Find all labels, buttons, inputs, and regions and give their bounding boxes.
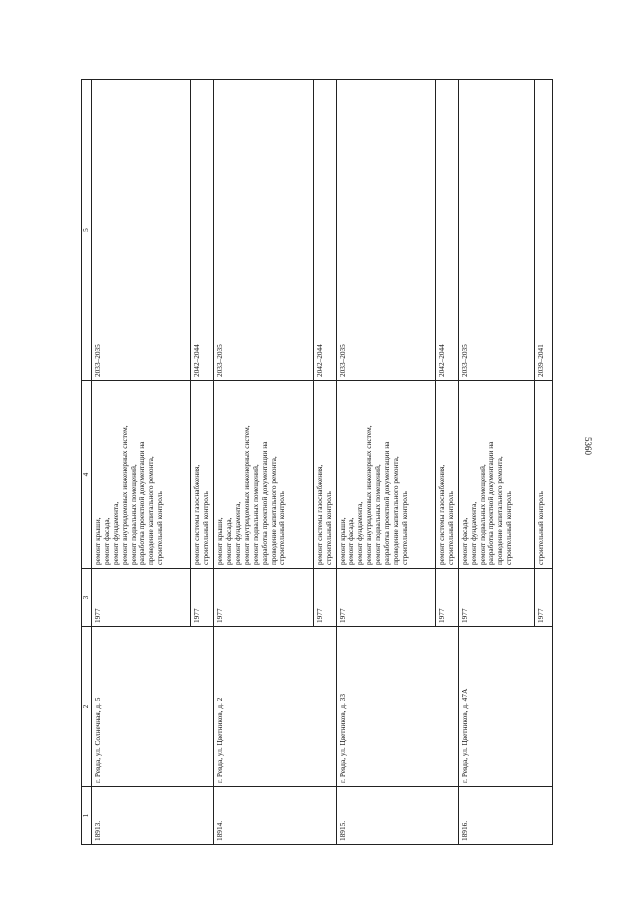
row-year-main: 1977 <box>458 569 534 627</box>
table-row <box>336 80 435 845</box>
header-col-1: 1 <box>82 787 92 845</box>
row-address: г. Ревда, ул. Солнечная, д. 5 <box>92 627 214 787</box>
row-number: 18914. <box>214 787 336 845</box>
row-year-sub: 1977 <box>191 569 214 627</box>
work-item: проведение капитального ремонта, <box>146 456 156 565</box>
work-item: ремонт крыши, <box>215 517 225 565</box>
row-period-sub: 2039–2041 <box>535 80 553 381</box>
header-col-5: 5 <box>82 80 92 381</box>
work-item: ремонт подвальных помещений, <box>128 464 138 565</box>
row-year-main: 1977 <box>214 569 313 627</box>
work-item: ремонт подвальных помещений, <box>250 464 260 565</box>
work-item: ремонт крыши, <box>337 517 347 565</box>
row-number: 18913. <box>92 787 214 845</box>
table-body <box>92 80 553 845</box>
rotated-table-wrapper <box>81 80 553 845</box>
work-item: строительный контроль <box>155 491 165 565</box>
row-works-main <box>336 381 435 569</box>
row-address: г. Ревда, ул. Цветников, д. 47А <box>458 627 552 787</box>
work-item: строительный контроль <box>536 491 545 565</box>
work-item: разработка проектной документации на <box>486 441 496 565</box>
row-number: 18915. <box>336 787 458 845</box>
work-item: ремонт системы газоснабжения, <box>192 464 202 565</box>
row-address: г. Ревда, ул. Цветников, д. 33 <box>336 627 458 787</box>
row-period-sub: 2042–2044 <box>435 80 458 381</box>
work-item: проведение капитального ремонта, <box>268 456 278 565</box>
row-number: 18916. <box>458 787 552 845</box>
work-item: строительный контроль <box>277 491 287 565</box>
table-row <box>458 80 534 845</box>
work-item: ремонт подвальных помещений, <box>477 464 487 565</box>
work-item: ремонт крыши, <box>93 517 102 565</box>
work-item: ремонт фундамента, <box>233 501 243 565</box>
work-item: ремонт фасада, <box>346 517 356 565</box>
work-item: разработка проектной документации на <box>137 441 147 565</box>
row-period-main: 2033–2035 <box>92 80 191 381</box>
work-item: ремонт внутридомовых инженерных систем, <box>241 425 251 565</box>
row-year-main: 1977 <box>92 569 191 627</box>
row-address: г. Ревда, ул. Цветников, д. 2 <box>214 627 336 787</box>
row-period-main: 2033–2035 <box>336 80 435 381</box>
work-item: строительный контроль <box>201 491 211 565</box>
work-item: проведение капитального ремонта, <box>390 456 400 565</box>
header-row <box>82 80 92 845</box>
row-works-main <box>92 381 191 569</box>
work-item: ремонт фасада, <box>459 517 469 565</box>
row-period-main: 2033–2035 <box>458 80 534 381</box>
header-col-2: 2 <box>82 627 92 787</box>
work-item: разработка проектной документации на <box>381 441 391 565</box>
work-item: ремонт фундамента, <box>355 501 365 565</box>
row-works-sub <box>535 381 553 569</box>
work-item: ремонт фасада, <box>224 517 234 565</box>
work-item: ремонт внутридомовых инженерных систем, <box>119 425 129 565</box>
repair-schedule-table <box>81 79 553 845</box>
row-year-sub: 1977 <box>435 569 458 627</box>
row-works-sub <box>435 381 458 569</box>
row-works-main <box>458 381 534 569</box>
work-item: ремонт фундамента, <box>468 501 478 565</box>
work-item: ремонт системы газоснабжения, <box>314 464 324 565</box>
work-item: ремонт фундамента, <box>110 501 120 565</box>
header-col-3: 3 <box>82 569 92 627</box>
table-row <box>214 80 313 845</box>
row-year-sub: 1977 <box>313 569 336 627</box>
work-item: строительный контроль <box>445 491 455 565</box>
work-item: строительный контроль <box>323 491 333 565</box>
row-works-sub <box>191 381 214 569</box>
work-item: строительный контроль <box>399 491 409 565</box>
row-period-main: 2033–2035 <box>214 80 313 381</box>
header-col-4: 4 <box>82 381 92 569</box>
row-year-main: 1977 <box>336 569 435 627</box>
row-works-sub <box>313 381 336 569</box>
work-item: ремонт системы газоснабжения, <box>436 464 446 565</box>
work-item: разработка проектной документации на <box>259 441 269 565</box>
row-year-sub: 1977 <box>535 569 553 627</box>
row-period-sub: 2042–2044 <box>191 80 214 381</box>
work-item: строительный контроль <box>504 491 514 565</box>
work-item: проведение капитального ремонта, <box>495 456 505 565</box>
table-row <box>92 80 191 845</box>
row-works-main <box>214 381 313 569</box>
row-period-sub: 2042–2044 <box>313 80 336 381</box>
work-item: ремонт фасада, <box>101 517 111 565</box>
page-number: 5360 <box>583 437 593 455</box>
work-item: ремонт внутридомовых инженерных систем, <box>364 425 374 565</box>
work-item: ремонт подвальных помещений, <box>373 464 383 565</box>
